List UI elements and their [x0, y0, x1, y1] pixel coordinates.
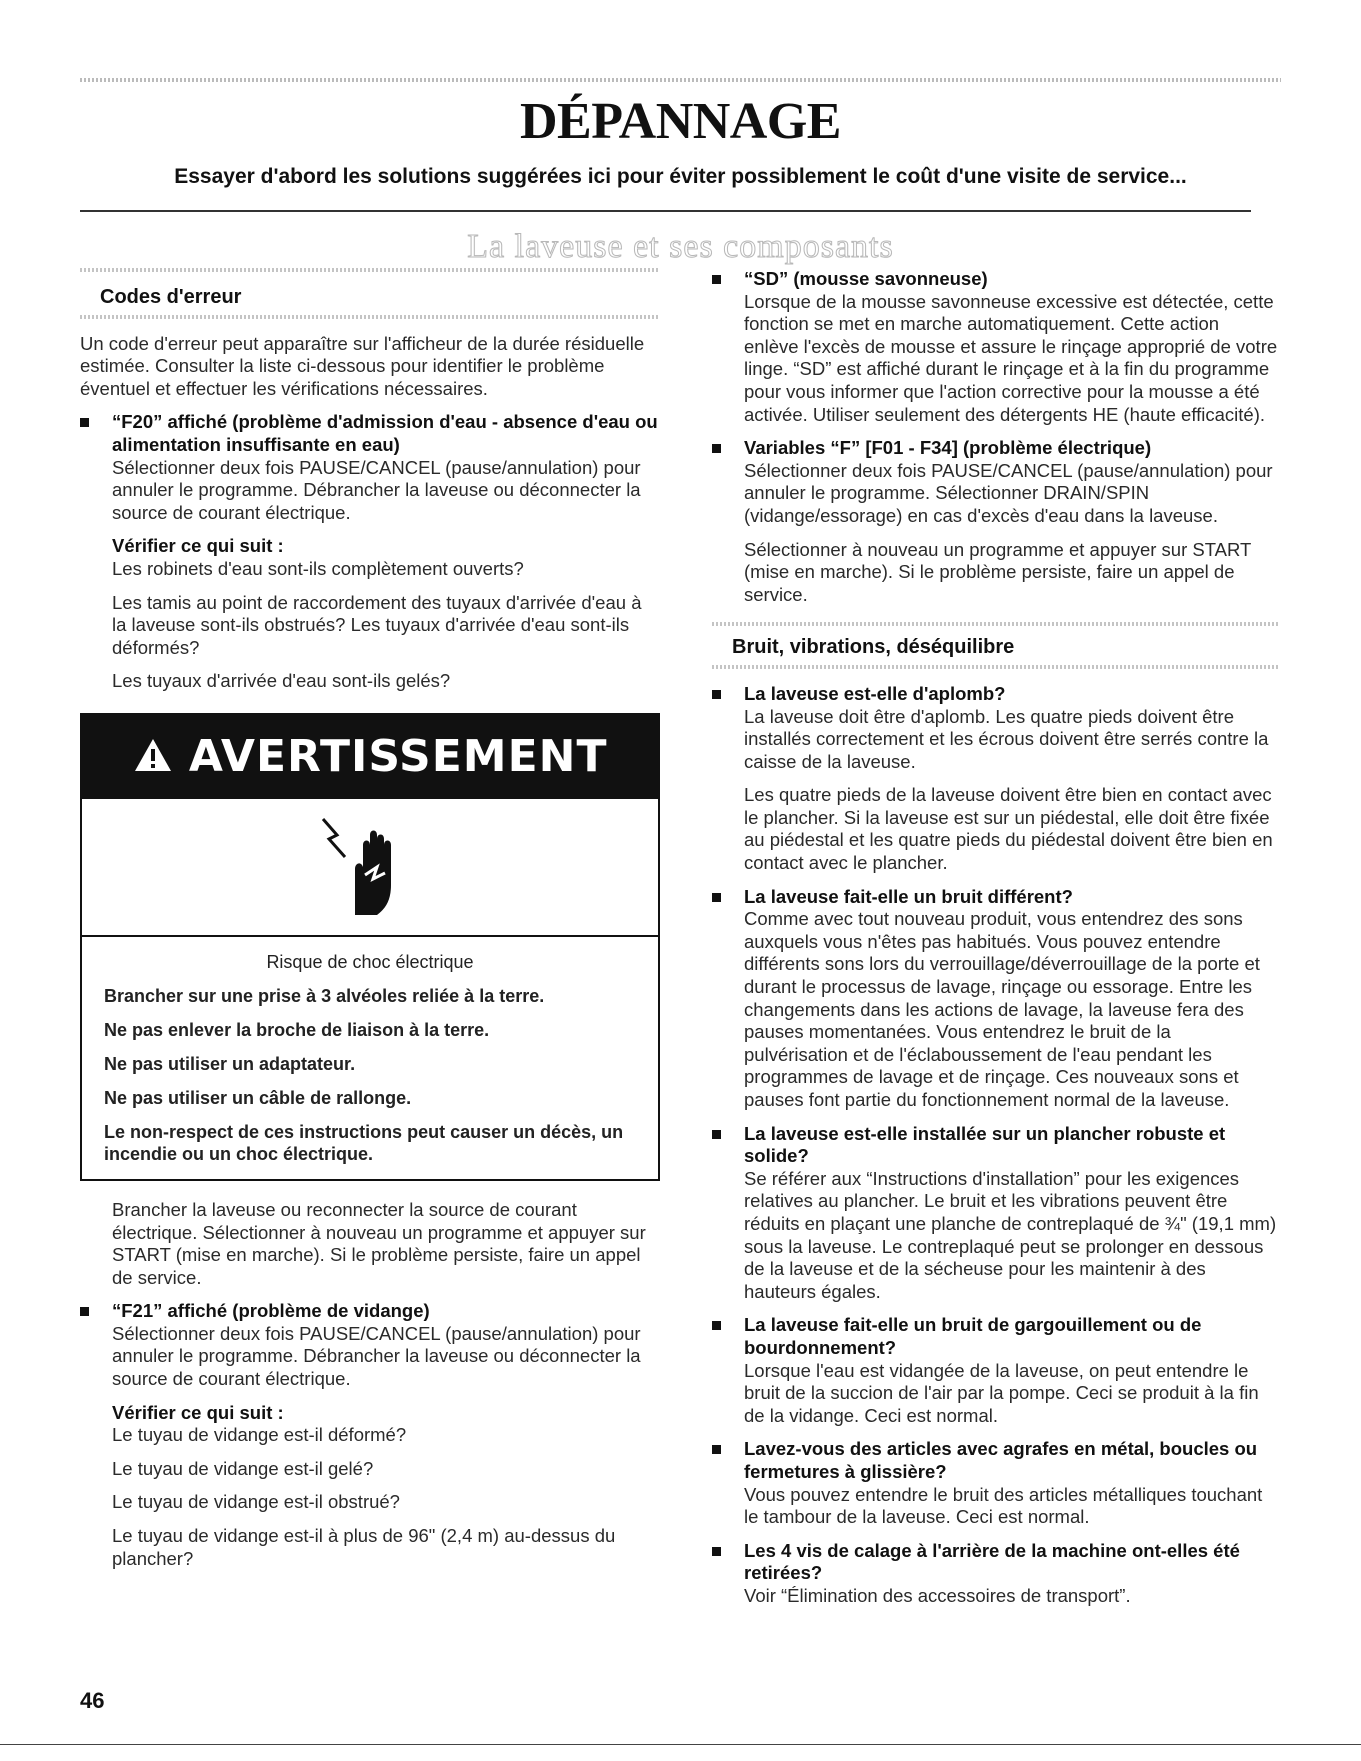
- noise-q4-lead: La laveuse fait-elle un bruit de gargouillement ou de bourdonnement?: [744, 1314, 1202, 1358]
- noise-q2-text: Comme avec tout nouveau produit, vous entendrez des sons auxquels vous n'êtes pas habitués. Vous pouvez entendre différents sons lors du verrouillage/déverrouillage de la porte et durant le processus de lavage, rinçage ou essorage. Entre les changements dans les actions de lavage, la laveuse fera des pauses momentanées. Vous entendrez le bruit de la pulvérisation et de l'éclaboussement de l'eau pendant les programmes de lavage et de rinçage. Ces nouveaux sons et pauses font partie du fonctionnement normal de la laveuse.: [744, 908, 1260, 1110]
- fvar-text-2: Sélectionner à nouveau un programme et appuyer sur START (mise en marche). Si le problème persiste, faire un appel de service.: [744, 538, 1251, 605]
- error-codes-intro: Un code d'erreur peut apparaître sur l'afficheur de la durée résiduelle estimée. Consulter la liste ci-dessous pour identifier le problème éventuel et effectuer les vérifications nécessaires.: [80, 332, 645, 399]
- after-warning-text: Brancher la laveuse ou reconnecter la source de courant électrique. Sélectionner à nouveau un programme et appuyer sur START (mise en marche). Si le problème persiste, faire un appel de service.: [112, 1198, 646, 1288]
- bottom-rule: [0, 1744, 1361, 1745]
- f20-check-2: Les tamis au point de raccordement des tuyaux d'arrivée d'eau à la laveuse sont-ils obstrués? Les tuyaux d'arrivée d'eau sont-ils déformés?: [112, 591, 642, 658]
- noise-q5-text: Vous pouvez entendre le bruit des articles métalliques touchant le tambour de la laveuse. Ceci est normal.: [744, 1483, 1263, 1528]
- bullet-icon: [712, 444, 721, 453]
- warning-line-2: Ne pas enlever la broche de liaison à la terre.: [104, 1019, 490, 1040]
- noise-q6-text: Voir “Élimination des accessoires de transport”.: [744, 1584, 1131, 1606]
- warning-line-3: Ne pas utiliser un adaptateur.: [104, 1053, 356, 1074]
- bullet-icon: [80, 1307, 89, 1316]
- f21-check-1: Le tuyau de vidange est-il déformé?: [112, 1424, 407, 1446]
- f21-check-3: Le tuyau de vidange est-il obstrué?: [112, 1491, 400, 1513]
- f20-text: Sélectionner deux fois PAUSE/CANCEL (pause/annulation) pour annuler le programme. Débrancher la laveuse ou déconnecter la source de courant électrique.: [112, 456, 641, 523]
- noise-q1-text-2: Les quatre pieds de la laveuse doivent être bien en contact avec le plancher. Si la laveuse est sur un piédestal, elle doit être fixée au piédestal et les quatre pieds du piédestal doivent être bien en contact avec le plancher.: [744, 784, 1273, 874]
- noise-q5: [712, 1438, 1278, 1528]
- left-column: [80, 268, 660, 1570]
- noise-q6: [712, 1540, 1278, 1608]
- bullet-icon: [712, 1321, 721, 1330]
- sd-item: [712, 268, 1278, 426]
- right-column: [712, 268, 1278, 1607]
- f21-check-4: Le tuyau de vidange est-il à plus de 96" (2,4 m) au-dessus du plancher?: [112, 1525, 616, 1569]
- bullet-icon: [712, 1547, 721, 1556]
- page-number: 46: [80, 1688, 105, 1713]
- noise-q4: [712, 1314, 1278, 1427]
- f21-text: Sélectionner deux fois PAUSE/CANCEL (pause/annulation) pour annuler le programme. Débrancher la laveuse ou déconnecter la source de courant électrique.: [112, 1322, 641, 1390]
- bullet-icon: [712, 1130, 721, 1139]
- warning-line-1: Brancher sur une prise à 3 alvéoles reliée à la terre.: [104, 985, 545, 1006]
- fvar-item: [712, 437, 1278, 606]
- bullet-icon: [712, 1445, 721, 1454]
- warning-title: AVERTISSEMENT: [188, 730, 608, 782]
- error-codes-heading: Codes d'erreur: [100, 286, 242, 308]
- f20-item: [80, 411, 660, 693]
- f20-check-label: Vérifier ce qui suit :: [112, 535, 284, 557]
- section-title: La laveuse et ses composants: [467, 228, 894, 265]
- f21-check-label: Vérifier ce qui suit :: [112, 1401, 284, 1423]
- noise-q1: [712, 683, 1278, 875]
- warning-risk: Risque de choc électrique: [266, 951, 474, 972]
- f21-check-2: Le tuyau de vidange est-il gelé?: [112, 1457, 374, 1479]
- fvar-lead: Variables “F” [F01 - F34] (problème électrique): [744, 437, 1152, 459]
- f21-item: [80, 1300, 660, 1570]
- noise-q1-text: La laveuse doit être d'aplomb. Les quatre pieds doivent être installés correctement et les écrous doivent être serrés contre la caisse de la laveuse.: [744, 705, 1269, 772]
- bullet-icon: [712, 690, 721, 699]
- bullet-icon: [712, 893, 721, 902]
- f20-check-3: Les tuyaux d'arrivée d'eau sont-ils gelés?: [112, 670, 451, 692]
- electric-shock-hand-icon: [82, 799, 658, 935]
- warning-body: [82, 935, 658, 1179]
- sd-lead: “SD” (mousse savonneuse): [744, 268, 988, 289]
- noise-q3-text: Se référer aux “Instructions d'installation” pour les exigences relatives au plancher. Le bruit et les vibrations peuvent être réduits en plaçant une planche de contreplaqué de ¾" (19,1 mm) sous la laveuse. Le contreplaqué peut se prolonger en dessous de la laveuse et de la sécheuse pour les maintenir à des hauteurs égales.: [744, 1167, 1277, 1302]
- top-dotted-rule: [80, 78, 1281, 82]
- noise-q1-lead: La laveuse est-elle d'aplomb?: [744, 682, 1006, 704]
- noise-q5-lead: Lavez-vous des articles avec agrafes en métal, boucles ou fermetures à glissière?: [744, 1438, 1258, 1482]
- noise-q2-lead: La laveuse fait-elle un bruit différent?: [744, 885, 1073, 907]
- bullet-icon: [712, 275, 721, 284]
- header-divider: [80, 210, 1251, 212]
- f20-lead: “F20” affiché (problème d'admission d'eau - absence d'eau ou alimentation insuffisante en eau): [112, 411, 658, 455]
- f20-check-1: Les robinets d'eau sont-ils complètement ouverts?: [112, 557, 524, 579]
- warning-header: [82, 715, 658, 799]
- after-warning-block: [80, 1199, 660, 1289]
- fvar-text: Sélectionner deux fois PAUSE/CANCEL (pause/annulation) pour annuler le programme. Sélectionner DRAIN/SPIN (vidange/essorage) en cas d'excès d'eau dans la laveuse.: [744, 459, 1273, 526]
- page-subtitle: Essayer d'abord les solutions suggérées ici pour éviter possiblement le coût d'une visite de service...: [174, 165, 1187, 188]
- noise-q2: [712, 886, 1278, 1112]
- sd-text: Lorsque de la mousse savonneuse excessive est détectée, cette fonction se met en marche automatiquement. Cette action enlève l'excès de mousse et assure le rinçage approprié de votre linge. “SD” est affiché durant le rinçage et à la fin du programme pour vous informer que l'action corrective pour la mousse a été activée. Utiliser seulement des détergents HE (haute efficacité).: [744, 290, 1278, 425]
- bullet-icon: [80, 418, 89, 427]
- f21-lead: “F21” affiché (problème de vidange): [112, 1300, 430, 1322]
- warning-line-5: Le non-respect de ces instructions peut causer un décès, un incendie ou un choc électrique.: [104, 1121, 624, 1164]
- noise-q4-text: Lorsque l'eau est vidangée de la laveuse, on peut entendre le bruit de la succion de l'air par la pompe. Ceci se produit à la fin de la vidange. Ceci est normal.: [744, 1359, 1259, 1426]
- warning-box: [80, 713, 660, 1181]
- warning-line-4: Ne pas utiliser un câble de rallonge.: [104, 1087, 412, 1108]
- noise-heading: Bruit, vibrations, déséquilibre: [732, 636, 1015, 659]
- noise-q6-lead: Les 4 vis de calage à l'arrière de la machine ont-elles été retirées?: [744, 1539, 1240, 1584]
- page-title: DÉPANNAGE: [520, 93, 841, 150]
- warning-triangle-icon: [133, 731, 189, 782]
- noise-q3: [712, 1123, 1278, 1304]
- noise-q3-lead: La laveuse est-elle installée sur un plancher robuste et solide?: [744, 1122, 1226, 1167]
